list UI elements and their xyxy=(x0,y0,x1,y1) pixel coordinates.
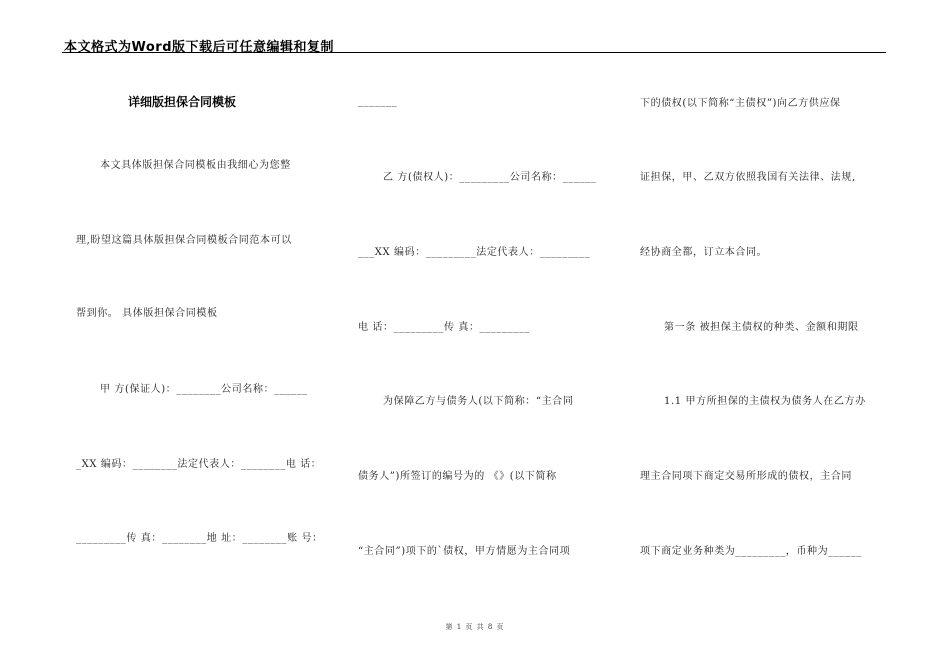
text-line: 经协商全都，订立本合同。 xyxy=(640,247,768,258)
page-header-banner: 本文格式为Word版下载后可任意编辑和复制 xyxy=(64,40,335,55)
text-line: 项下商定业务种类为_________，币种为______ xyxy=(640,546,862,557)
text-line: 第一条 被担保主债权的种类、金额和期限 xyxy=(664,322,859,333)
page-number: 第 1 页 共 8 页 xyxy=(445,623,505,631)
header-divider xyxy=(62,52,886,53)
text-line: ___XX 编码：_________法定代表人：_________ xyxy=(358,247,591,258)
text-line: 为保障乙方与债务人(以下简称：“主合同 xyxy=(383,396,574,407)
text-line: “主合同”)项下的`债权，甲方情愿为主合同项 xyxy=(358,546,571,557)
text-line: 乙 方(债权人)：_________公司名称：______ xyxy=(383,172,597,183)
text-line: 本文具体版担保合同模板由我细心为您整 xyxy=(100,160,291,171)
text-line: 证担保，甲、乙双方依照我国有关法律、法规, xyxy=(640,172,856,183)
text-line: 帮到你。 具体版担保合同模板 xyxy=(76,308,218,319)
text-line: 甲 方(保证人)：________公司名称：______ xyxy=(100,384,308,395)
text-line: _________传 真：________地 址：________账 号： xyxy=(76,533,323,544)
text-line: 债务人”)所签订的编号为的 《》(以下简称 xyxy=(358,471,557,482)
document-title: 详细版担保合同模板 xyxy=(128,95,237,109)
text-line: 电 话：_________传 真：_________ xyxy=(358,322,530,333)
text-line: _______ xyxy=(358,96,398,107)
text-line: 1.1 甲方所担保的主债权为债务人在乙方办 xyxy=(664,396,866,407)
text-line: 理,盼望这篇具体版担保合同模板合同范本可以 xyxy=(76,235,292,246)
text-line: 理主合同项下商定交易所形成的债权，主合同 xyxy=(640,471,852,482)
text-line: _XX 编码：________法定代表人：________电 话： xyxy=(76,459,322,470)
text-line: 下的债权(以下简称“主债权”)向乙方供应保 xyxy=(640,98,841,109)
